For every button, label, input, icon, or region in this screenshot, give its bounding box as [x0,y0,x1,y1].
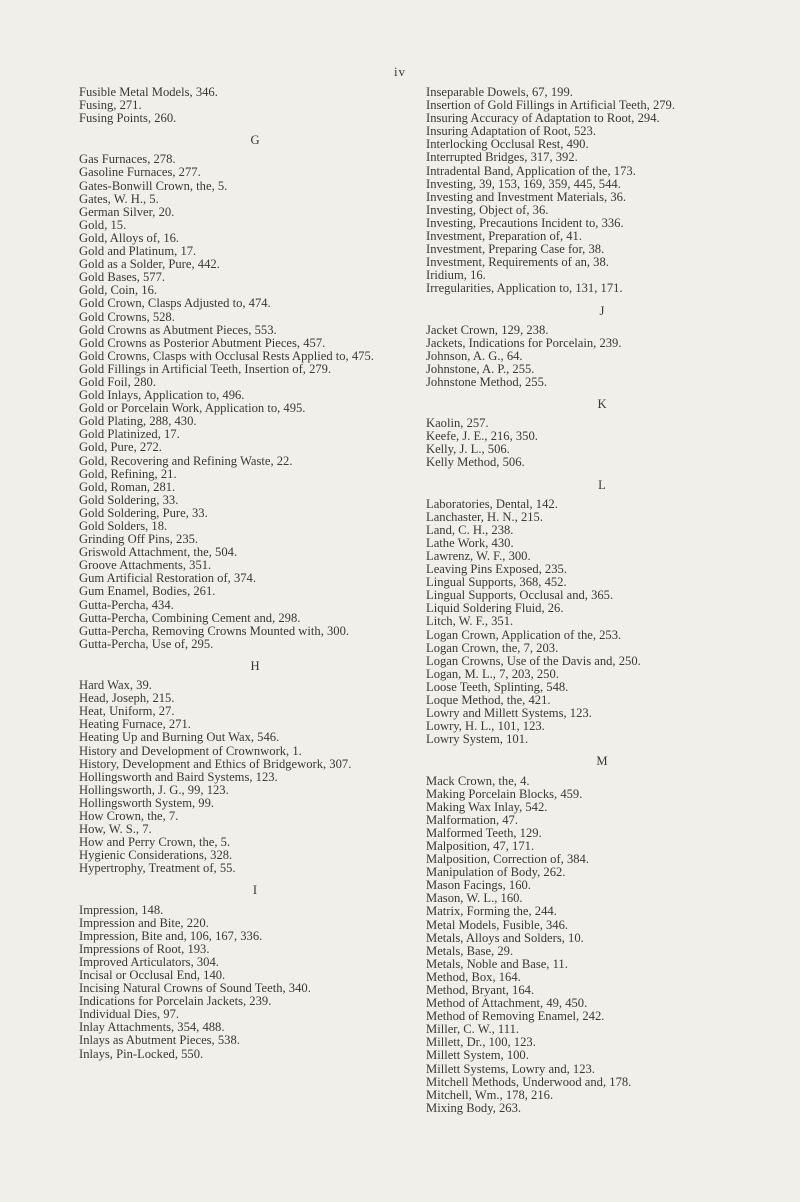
index-entry: Lawrenz, W. F., 300. [426,549,531,563]
index-entry: Johnstone, A. P., 255. [426,361,535,376]
index-entry: Lingual Supports, Occlusal and, 365. [426,588,614,603]
index-entry: Incising Natural Crowns of Sound Teeth, 340. [79,981,311,996]
index-entry: Making Porcelain Blocks, 459. [426,786,583,801]
index-entry: Loque Method, the, 421. [426,693,551,708]
index-entry: Investment, Preparation of, 41. [426,229,582,244]
index-entry: Gold, Refining, 21. [79,466,177,481]
index-entry: German Silver, 20. [79,204,175,219]
index-entry: Mixing Body, 263. [426,1100,522,1115]
index-entry: Gold Fillings in Artificial Teeth, Insertion of, 279. [79,361,332,376]
index-entry: Individual Dies, 97. [79,1007,180,1022]
index-entry: Investing and Investment Materials, 36. [426,189,627,204]
index-entry: Gold Bases, 577. [79,270,166,285]
page-number: iv [393,64,407,79]
index-entry: Gold Plating, 288, 430. [79,414,197,429]
index-entry: Gum Enamel, Bodies, 261. [79,584,216,599]
index-entry: Kaolin, 257. [426,416,489,431]
index-entry: Impression, Bite and, 106, 167, 336. [79,928,263,943]
index-entry: Incisal or Occlusal End, 140. [79,968,226,982]
index-entry: Metals, Base, 29. [426,943,514,958]
index-entry: Loose Teeth, Splinting, 548. [426,679,569,694]
index-entry: Gold, 15. [79,217,127,232]
index-entry: Investing, Precautions Incident to, 336. [426,215,624,230]
index-entry: Method, Box, 164. [426,969,521,984]
index-entry: Lathe Work, 430. [426,535,514,550]
index-entry: Gold, Recovering and Refining Waste, 22. [79,453,293,468]
index-entry: Gold Crowns, 528. [79,309,175,324]
index-entry: Lowry System, 101. [426,732,529,747]
section-letter: J [599,303,605,318]
index-entry: Inlay Attachments, 354, 488. [79,1020,225,1035]
index-entry: Leaving Pins Exposed, 235. [426,562,567,577]
index-entry: Lanchaster, H. N., 215. [426,509,544,524]
index-entry: Investment, Preparing Case for, 38. [426,242,605,257]
index-entry: Making Wax Inlay, 542. [426,799,548,814]
index-entry: Gold Soldering, 33. [79,492,179,507]
index-entry: Millett Systems, Lowry and, 123. [426,1061,595,1076]
index-entry: Malformation, 47. [426,812,518,827]
index-entry: Gold and Platinum, 17. [79,244,197,259]
index-entry: Investing, Object of, 36. [426,202,549,217]
index-entry: Litch, W. F., 351. [426,614,514,629]
index-entry: Gold, Roman, 281. [79,479,176,494]
index-entry: Lowry and Millett Systems, 123. [426,706,592,721]
index-entry: Gold Foil, 280. [79,374,156,389]
index-entry: Hygienic Considerations, 328. [79,848,233,863]
index-entry: Gold Inlays, Application to, 496. [79,388,245,403]
index-entry: Investing, 39, 153, 169, 359, 445, 544. [426,176,621,191]
index-entry: Hollingsworth, J. G., 99, 123. [79,782,229,797]
index-entry: Logan Crowns, Use of the Davis and, 250. [426,653,641,668]
index-entry: Insuring Accuracy of Adaptation to Root, 294. [426,111,660,126]
index-column-right [426,86,778,1115]
index-entry: Logan Crown, Application of the, 253. [426,627,622,642]
index-entry: Gold, Pure, 272. [79,440,162,455]
index-entry: Gold as a Solder, Pure, 442. [79,257,220,272]
index-entry: Gold Crowns as Posterior Abutment Pieces, 457. [79,335,326,350]
index-entry: Gold Solders, 18. [79,519,168,533]
index-entry: Inlays as Abutment Pieces, 538. [79,1033,240,1048]
index-entry: Logan, M. L., 7, 203, 250. [426,666,559,681]
index-entry: How and Perry Crown, the, 5. [79,835,231,850]
index-entry: Mason Facings, 160. [426,878,531,893]
index-entry: Manipulation of Body, 262. [426,865,566,880]
index-entry: History and Development of Crownwork, 1. [79,743,302,758]
index-entry: Insuring Adaptation of Root, 523. [426,124,597,139]
index-entry: Gum Artificial Restoration of, 374. [79,571,256,586]
section-letter: H [250,658,260,673]
index-entry: Impression, 148. [79,902,164,917]
index-entry: Gold Soldering, Pure, 33. [79,505,208,520]
index-entry: Metals, Alloys and Solders, 10. [426,930,584,945]
index-entry: Fusible Metal Models, 346. [79,85,218,99]
index-entry: Metals, Noble and Base, 11. [426,956,568,971]
index-entry: Irregularities, Application to, 131, 171. [426,281,623,296]
index-entry: Mack Crown, the, 4. [426,773,530,788]
index-entry: Johnstone Method, 255. [426,374,548,389]
index-entry: Interrupted Bridges, 317, 392. [426,150,578,165]
index-entry: Gutta-Percha, Removing Crowns Mounted with, 300. [79,623,350,638]
index-entry: Insertion of Gold Fillings in Artificial Teeth, 279. [426,98,675,113]
index-entry: Mitchell, Wm., 178, 216. [426,1087,554,1102]
index-entry: Gold, Alloys of, 16. [79,230,180,245]
index-entry: Miller, C. W., 111. [426,1022,520,1037]
index-entry: Laboratories, Dental, 142. [426,496,558,511]
index-entry: Heating Furnace, 271. [79,717,191,732]
index-entry: How, W. S., 7. [79,822,152,837]
index-entry: Gold Platinized, 17. [79,427,180,442]
index-entry: Millett, Dr., 100, 123. [426,1035,536,1050]
index-entry: Mitchell Methods, Underwood and, 178. [426,1074,632,1089]
index-entry: Inseparable Dowels, 67, 199. [426,85,573,99]
index-entry: Method of Attachment, 49, 450. [426,996,588,1011]
index-entry: Interlocking Occlusal Rest, 490. [426,137,589,152]
index-entry: Head, Joseph, 215. [79,691,175,706]
index-entry: Method of Removing Enamel, 242. [426,1009,605,1024]
index-entry: Millett System, 100. [426,1048,529,1063]
index-entry: Land, C. H., 238. [426,522,514,537]
index-entry: Gates, W. H., 5. [79,191,159,206]
index-entry: Hypertrophy, Treatment of, 55. [79,861,236,876]
index-entry: Keefe, J. E., 216, 350. [426,429,538,444]
index-entry: Investment, Requirements of an, 38. [426,255,609,270]
index-entry: Mason, W. L., 160. [426,891,523,906]
index-entry: Hard Wax, 39. [79,678,152,693]
index-entry: Gas Furnaces, 278. [79,152,176,167]
index-entry: Impressions of Root, 193. [79,941,210,956]
index-entry: Gold Crown, Clasps Adjusted to, 474. [79,296,271,311]
index-entry: Hollingsworth System, 99. [79,795,215,810]
index-entry: Kelly Method, 506. [426,455,525,470]
index-entry: Groove Attachments, 351. [79,558,212,573]
section-letter: K [597,397,607,412]
index-entry: Grinding Off Pins, 235. [79,532,199,547]
index-entry: Matrix, Forming the, 244. [426,904,557,919]
index-entry: Improved Articulators, 304. [79,954,219,969]
index-entry: Impression and Bite, 220. [79,915,209,930]
index-entry: Malformed Teeth, 129. [426,825,542,840]
index-entry: Malposition, Correction of, 384. [426,852,589,867]
index-entry: Jacket Crown, 129, 238. [426,322,549,337]
index-entry: Malposition, 47, 171. [426,838,535,853]
section-letter: M [596,754,608,769]
index-entry: Gutta-Percha, 434. [79,597,174,612]
index-entry: Gates-Bonwill Crown, the, 5. [79,178,228,193]
index-entry: Logan Crown, the, 7, 203. [426,640,559,655]
section-letter: L [598,477,606,492]
index-entry: Liquid Soldering Fluid, 26. [426,601,564,616]
section-letter: G [250,133,260,148]
index-entry: Fusing, 271. [79,98,142,113]
index-entry: Lowry, H. L., 101, 123. [426,719,545,734]
index-entry: Inlays, Pin-Locked, 550. [79,1046,204,1061]
index-entry: Metal Models, Fusible, 346. [426,917,569,932]
index-entry: Hollingsworth and Baird Systems, 123. [79,769,278,784]
index-entry: Gutta-Percha, Combining Cement and, 298. [79,610,301,625]
index-entry: Heat, Uniform, 27. [79,704,175,719]
index-entry: Gold Crowns as Abutment Pieces, 553. [79,322,277,337]
index-entry: Gold or Porcelain Work, Application to, 495. [79,401,306,416]
index-entry: Jackets, Indications for Porcelain, 239. [426,335,622,350]
index-entry: Kelly, J. L., 506. [426,442,510,457]
index-entry: Heating Up and Burning Out Wax, 546. [79,730,280,745]
index-entry: Gasoline Furnaces, 277. [79,165,201,180]
index-entry: Johnson, A. G., 64. [426,348,523,363]
index-entry: Method, Bryant, 164. [426,983,535,997]
index-entry: Gold, Coin, 16. [79,283,158,298]
index-column-left [79,86,431,1061]
index-entry: Griswold Attachment, the, 504. [79,545,238,560]
index-entry: Gutta-Percha, Use of, 295. [79,636,214,651]
index-entry: Iridium, 16. [426,268,486,283]
index-entry: History, Development and Ethics of Bridgework, 307. [79,756,352,771]
index-entry: Fusing Points, 260. [79,111,177,126]
index-entry: Indications for Porcelain Jackets, 239. [79,994,272,1009]
section-letter: I [252,883,258,898]
index-entry: Lingual Supports, 368, 452. [426,575,567,590]
index-entry: Gold Crowns, Clasps with Occlusal Rests Applied to, 475. [79,348,374,363]
index-entry: Intradental Band, Application of the, 173. [426,163,636,178]
index-entry: How Crown, the, 7. [79,808,179,823]
